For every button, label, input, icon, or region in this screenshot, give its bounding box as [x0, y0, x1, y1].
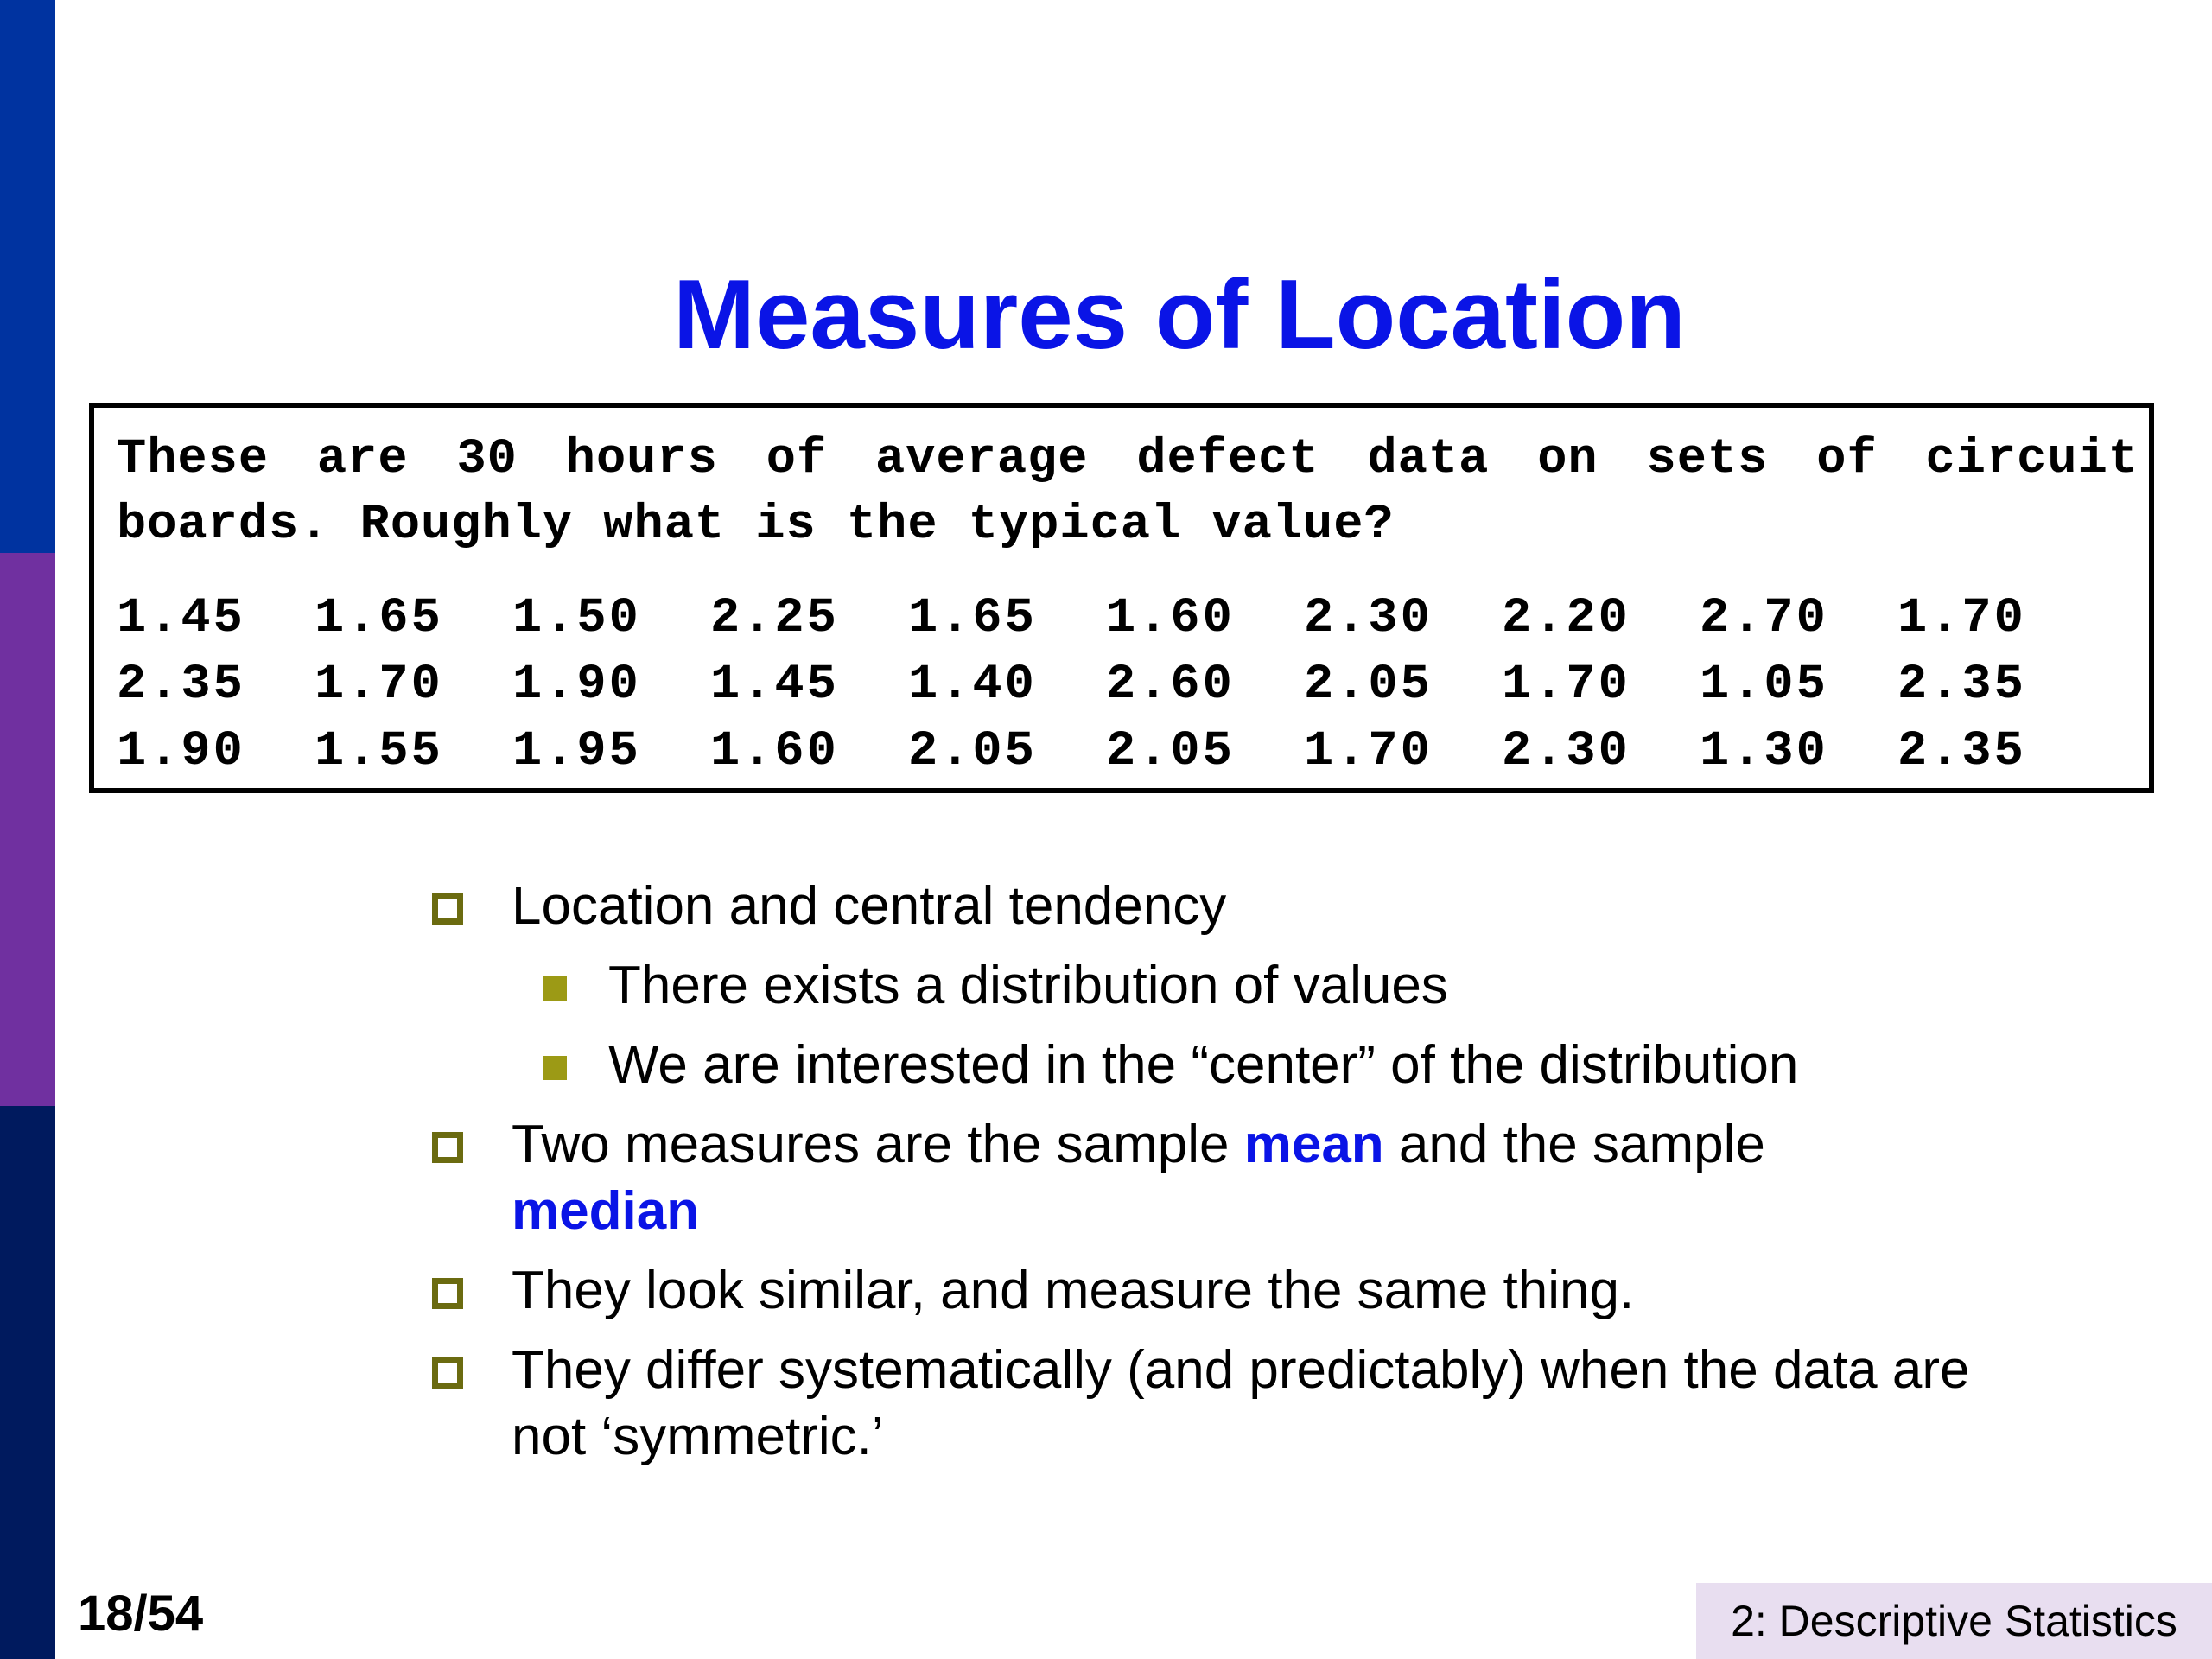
hollow-square-bullet-icon: [432, 893, 463, 925]
data-cell: 2.05: [908, 723, 1037, 779]
bullet-item: [423, 1257, 1979, 1324]
data-cell: 1.95: [512, 723, 641, 779]
data-row: [117, 585, 2104, 652]
data-cell: 1.90: [512, 657, 641, 713]
bullet-item: [423, 873, 1979, 939]
hollow-square-bullet-icon: [432, 1357, 463, 1389]
data-cell: 2.35: [117, 657, 245, 713]
bullet-text: They differ systematically (and predictably) when the data are not ‘symmetric.’: [512, 1340, 1970, 1466]
data-cell: 1.65: [908, 590, 1037, 646]
bullet-text-part: and the sample: [1383, 1115, 1765, 1174]
data-cell: 1.45: [117, 590, 245, 646]
sub-bullet-item: [423, 952, 1979, 1019]
data-cell: 2.05: [1106, 723, 1235, 779]
data-cell: 1.40: [908, 657, 1037, 713]
data-cell: 1.45: [710, 657, 839, 713]
bullet-text: Location and central tendency: [512, 876, 1227, 936]
mean-term: mean: [1243, 1115, 1384, 1174]
data-cell: 1.70: [1304, 723, 1433, 779]
page-number: 18/54: [78, 1586, 204, 1642]
data-box: [89, 403, 2154, 793]
data-row: [117, 718, 2104, 785]
bullet-text: They look similar, and measure the same thing.: [512, 1261, 1635, 1320]
hollow-square-bullet-icon: [432, 1278, 463, 1309]
bullet-item: [423, 1337, 2032, 1470]
data-row: [117, 652, 2104, 718]
section-footer: 2: Descriptive Statistics: [1696, 1583, 2212, 1659]
data-cell: 1.90: [117, 723, 245, 779]
filled-square-bullet-icon: [543, 976, 567, 1001]
data-cell: 2.05: [1304, 657, 1433, 713]
data-cell: 1.55: [315, 723, 443, 779]
bullet-text-part: Two measures are the sample: [512, 1115, 1244, 1174]
hollow-square-bullet-icon: [432, 1132, 463, 1163]
sidebar-segment-purple: [0, 553, 55, 1106]
data-cell: 1.70: [1502, 657, 1630, 713]
data-cell: 2.60: [1106, 657, 1235, 713]
median-term: median: [512, 1181, 700, 1241]
data-cell: 1.65: [315, 590, 443, 646]
data-cell: 1.70: [315, 657, 443, 713]
bullet-item: [423, 1111, 1979, 1244]
data-grid: [117, 585, 2104, 785]
sidebar-segment-navy: [0, 1106, 55, 1659]
sidebar-color-bar: [0, 0, 55, 1659]
bullet-list: [423, 873, 1979, 1483]
sub-bullet-text: There exists a distribution of values: [608, 956, 1448, 1015]
data-cell: 2.30: [1304, 590, 1433, 646]
data-cell: 1.50: [512, 590, 641, 646]
data-cell: 2.35: [1897, 723, 2026, 779]
data-cell: 2.35: [1897, 657, 2026, 713]
data-cell: 2.25: [710, 590, 839, 646]
filled-square-bullet-icon: [543, 1056, 567, 1080]
sub-bullet-text: We are interested in the “center” of the distribution: [608, 1035, 1799, 1095]
data-cell: 2.70: [1700, 590, 1828, 646]
data-cell: 1.60: [1106, 590, 1235, 646]
data-cell: 2.20: [1502, 590, 1630, 646]
slide-title: Measures of Location: [673, 260, 1686, 370]
data-cell: 1.60: [710, 723, 839, 779]
data-cell: 2.30: [1502, 723, 1630, 779]
data-cell: 1.05: [1700, 657, 1828, 713]
data-cell: 1.30: [1700, 723, 1828, 779]
sub-bullet-item: [423, 1032, 1979, 1098]
data-prompt: These are 30 hours of average defect data on sets of circuit boards. Roughly what is the typical value?: [117, 432, 2139, 553]
data-cell: 1.70: [1897, 590, 2026, 646]
